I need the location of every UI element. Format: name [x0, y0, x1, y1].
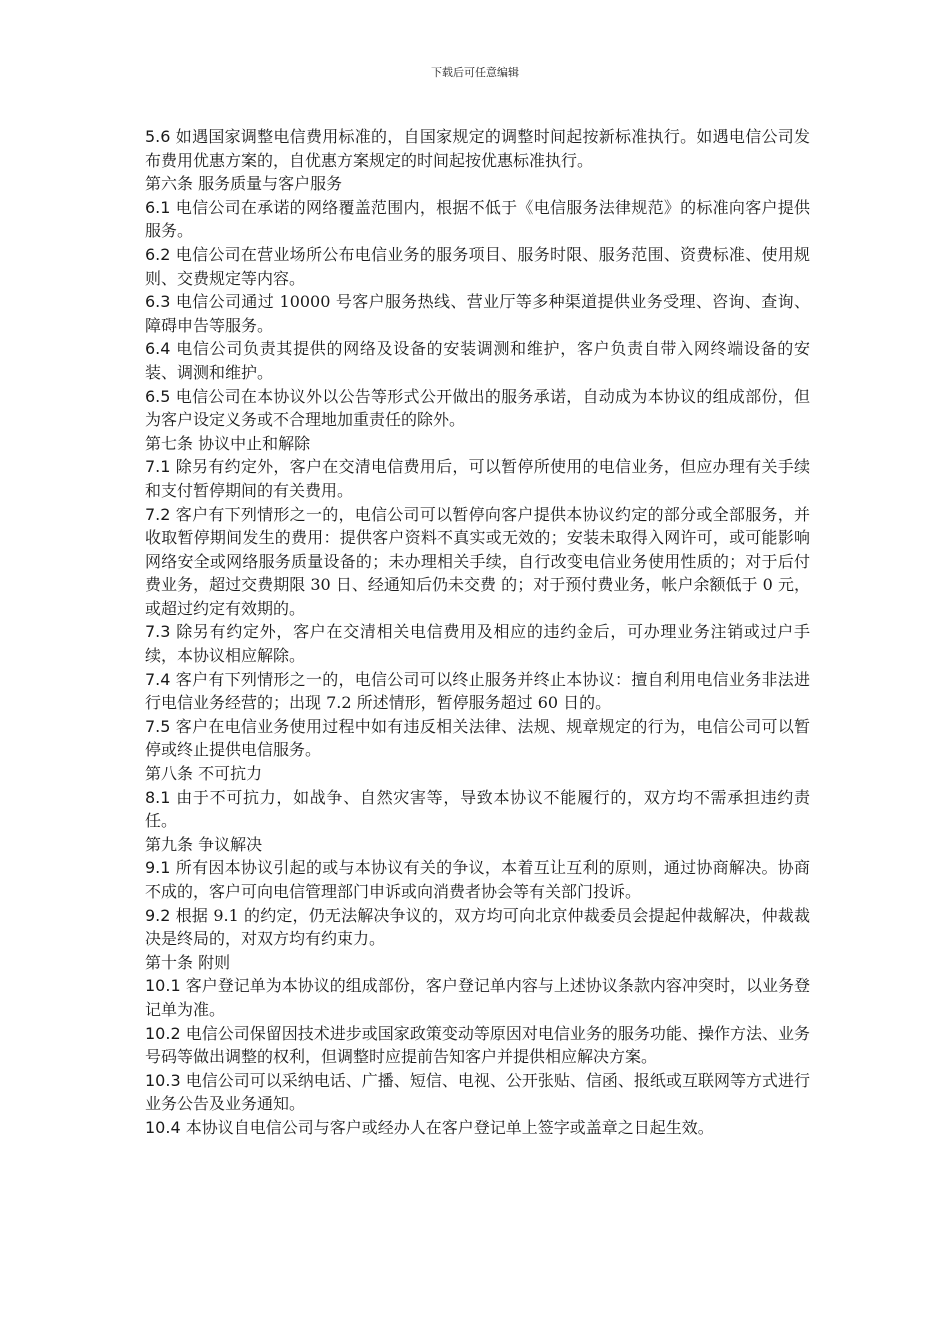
section-heading: 第七条 协议中止和解除: [145, 433, 311, 453]
clause-text: 电信公司在承诺的网络覆盖范围内，根据不低于《电信服务法律规范》的标准向客户提供服务。: [145, 197, 810, 241]
clause-paragraph: [145, 1022, 810, 1069]
clause-text: 电信公司通过 10000 号客户服务热线、营业厅等多种渠道提供业务受理、咨询、查询、障碍申告等服务。: [145, 292, 810, 335]
clause-paragraph: [145, 455, 810, 502]
clause-number: 10.3: [145, 1070, 181, 1090]
clause-number: 7.4: [145, 669, 171, 689]
section-heading: 第八条 不可抗力: [145, 764, 263, 784]
clause-text: 本协议自电信公司与客户或经办人在客户登记单上签字或盖章之日起生效。: [180, 1117, 714, 1137]
clause-number: 8.1: [145, 787, 171, 807]
clause-paragraph: [145, 290, 810, 337]
clause-number: 5.6: [145, 127, 171, 146]
section-heading: 第十条 附则: [145, 952, 231, 972]
clause-text: 所有因本协议引起的或与本协议有关的争议，本着互让互利的原则，通过协商解决。协商不成的，客户可向电信管理部门申诉或向消费者协会等有关部门投诉。: [145, 858, 810, 901]
section-heading: 第六条 服务质量与客户服务: [145, 174, 343, 194]
clause-number: 10.1: [145, 976, 181, 996]
clause-paragraph: [145, 503, 810, 621]
clause-paragraph: [145, 856, 810, 903]
clause-text: 电信公司保留因技术进步或国家政策变动等原因对电信业务的服务功能、操作方法、业务号码等做出调整的权利，但调整时应提前告知客户并提供相应解决方案。: [145, 1023, 810, 1067]
clause-text: 客户登记单为本协议的组成部份，客户登记单内容与上述协议条款内容冲突时，以业务登记单为准。: [145, 976, 810, 1019]
clause-number: 7.2: [145, 504, 171, 524]
clause-text: 电信公司可以采纳电话、广播、短信、电视、公开张贴、信函、报纸或互联网等方式进行业务公告及业务通知。: [145, 1070, 810, 1114]
clause-number: 10.4: [145, 1117, 181, 1137]
clause-text: 电信公司在本协议外以公告等形式公开做出的服务承诺，自动成为本协议的组成部份，但为客户设定义务或不合理地加重责任的除外。: [145, 386, 810, 430]
section-heading: 第九条 争议解决: [145, 834, 263, 854]
clause-number: 6.5: [145, 386, 171, 406]
clause-paragraph: [145, 243, 810, 290]
clause-number: 6.1: [145, 197, 171, 217]
clause-paragraph: [145, 620, 810, 667]
clause-paragraph: [145, 196, 810, 243]
clause-paragraph: [145, 904, 810, 951]
clause-text: 如遇国家调整电信费用标准的，自国家规定的调整时间起按新标准执行。如遇电信公司发布费用优惠方案的，自优惠方案规定的时间起按优惠标准执行。: [145, 127, 810, 170]
clause-number: 7.1: [145, 457, 171, 477]
clause-number: 9.2: [145, 905, 171, 925]
clause-text: 电信公司负责其提供的网络及设备的安装调测和维护，客户负责自带入网终端设备的安装、调测和维护。: [145, 339, 810, 382]
clause-paragraph: [145, 974, 810, 1021]
clause-number: 7.3: [145, 622, 171, 642]
clause-text: 客户有下列情形之一的，电信公司可以终止服务并终止本协议：擅自利用电信业务非法进行电信业务经营的；出现 7.2 所述情形，暂停服务超过 60 日的。: [145, 669, 810, 713]
clause-number: 9.1: [145, 858, 171, 878]
clause-number: 7.5: [145, 716, 171, 736]
clause-paragraph: [145, 786, 810, 833]
clause-paragraph: [145, 715, 810, 762]
clause-text: 根据 9.1 的约定，仍无法解决争议的，双方均可向北京仲裁委员会提起仲裁解决，仲裁裁决是终局的，对双方均有约束力。: [145, 905, 810, 949]
clause-paragraph: [145, 125, 810, 172]
clause-number: 6.4: [145, 339, 171, 359]
clause-number: 6.2: [145, 244, 171, 264]
clause-text: 客户在电信业务使用过程中如有违反相关法律、法规、规章规定的行为，电信公司可以暂停或终止提供电信服务。: [145, 716, 810, 760]
clause-text: 客户有下列情形之一的，电信公司可以暂停向客户提供本协议约定的部分或全部服务，并收取暂停期间发生的费用：提供客户资料不真实或无效的；安装未取得入网许可，或可能影响网络安全或网络服务质量设备的；未办理相关手续，自行改变电信业务使用性质的；对于后付费业务，超过交费期限 30 日、经通知后仍未交费 的；对于预付费业务，帐户余额低于 0 元，或超过约定有效期的。: [145, 504, 810, 618]
page-header-note: 下载后可任意编辑: [431, 66, 519, 79]
clause-text: 由于不可抗力，如战争、自然灾害等，导致本协议不能履行的，双方均不需承担违约责任。: [145, 787, 810, 831]
clause-text: 电信公司在营业场所公布电信业务的服务项目、服务时限、服务范围、资费标准、使用规则、交费规定等内容。: [145, 244, 810, 288]
clause-paragraph: [145, 337, 810, 384]
clause-number: 6.3: [145, 292, 171, 312]
clause-paragraph: [145, 1069, 810, 1116]
clause-paragraph: [145, 668, 810, 715]
clause-paragraph: [145, 1116, 810, 1140]
clause-text: 除另有约定外，客户在交清相关电信费用及相应的违约金后，可办理业务注销或过户手续，本协议相应解除。: [145, 622, 810, 666]
clause-text: 除另有约定外，客户在交清电信费用后，可以暂停所使用的电信业务，但应办理有关手续和支付暂停期间的有关费用。: [145, 457, 810, 500]
clause-paragraph: [145, 385, 810, 432]
document-body: [145, 125, 810, 1140]
clause-number: 10.2: [145, 1023, 181, 1043]
